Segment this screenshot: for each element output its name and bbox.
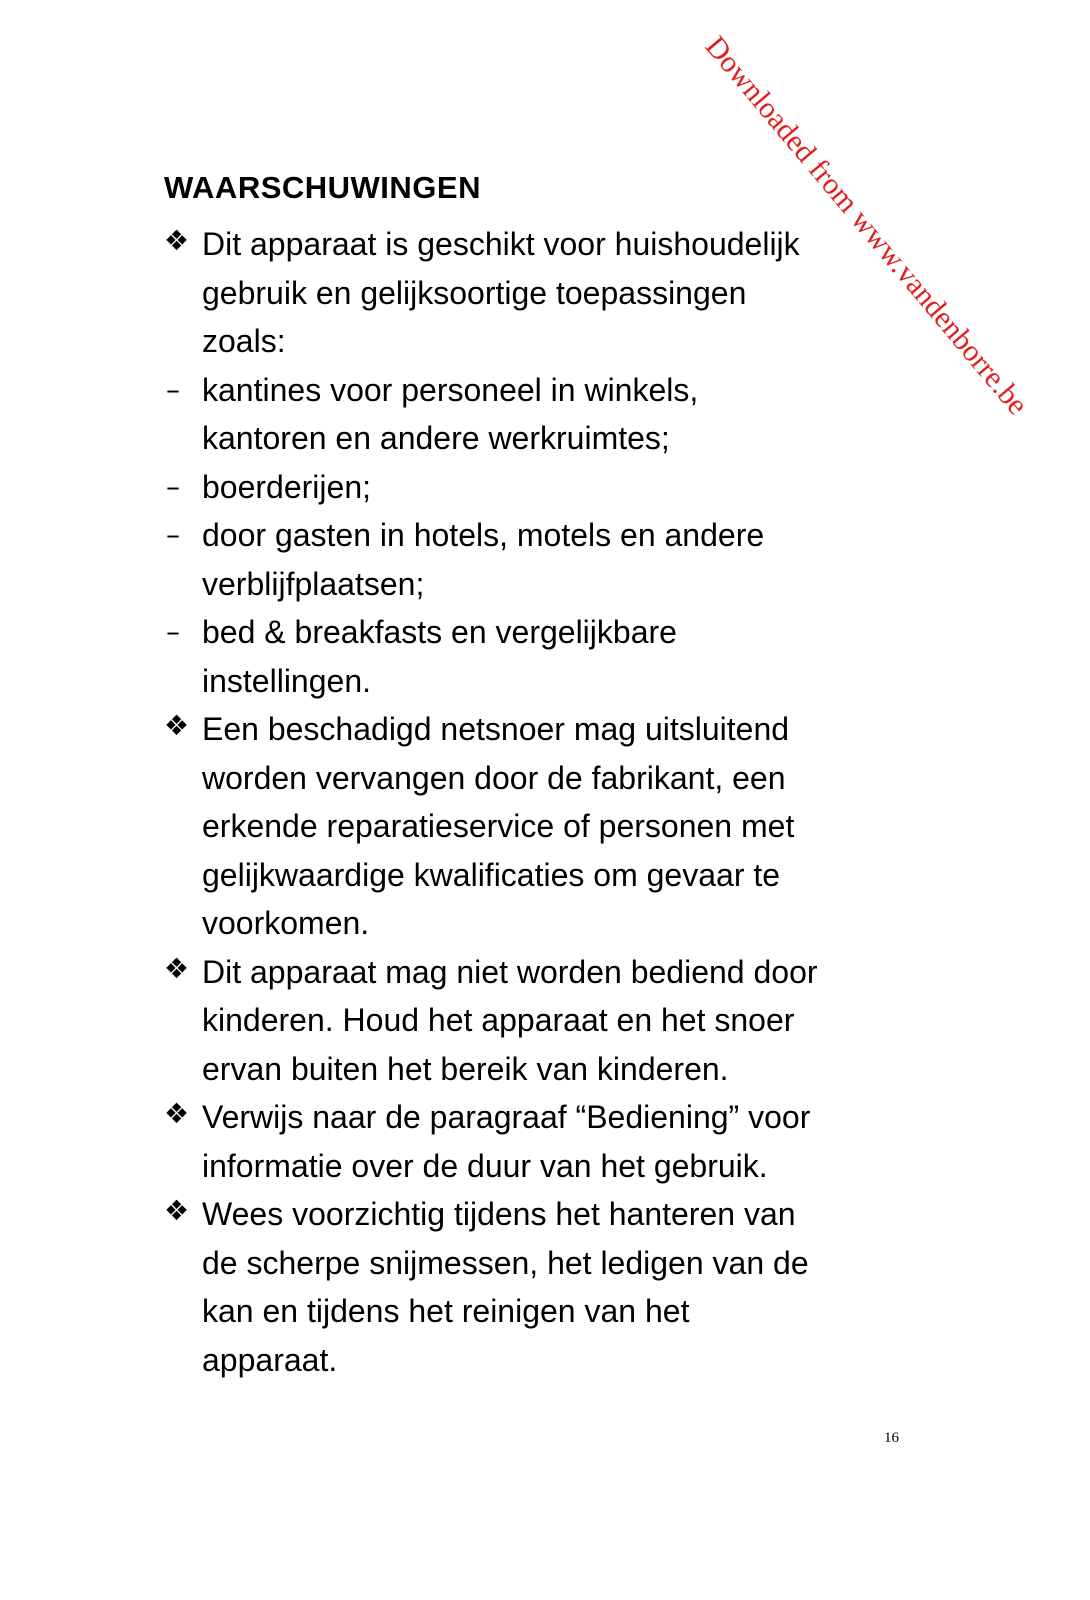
dash-bullet-icon: – [166, 615, 180, 648]
text-line: de scherpe snijmessen, het ledigen van de [202, 1244, 809, 1281]
text-line: kantoren en andere werkruimtes; [202, 420, 670, 456]
list-item [164, 1190, 924, 1384]
diamond-bullet-icon: ❖ [164, 1194, 190, 1227]
text-line: erkende reparatieservice of personen met [202, 808, 795, 844]
diamond-bullet-icon: ❖ [164, 1097, 190, 1130]
diamond-bullet-icon: ❖ [164, 951, 190, 985]
text-line: apparaat. [202, 1341, 338, 1378]
list-item [164, 1093, 924, 1190]
dash-bullet-icon: – [166, 518, 180, 551]
list-item [164, 608, 924, 705]
text-line: ervan buiten het bereik van kinderen. [202, 1050, 729, 1087]
text-line: verblijfplaatsen; [202, 565, 425, 602]
list-item [164, 366, 924, 463]
text-line: instellingen. [202, 662, 371, 699]
text-line: Dit apparaat is geschikt voor huishoudelijk [202, 226, 800, 262]
text-line: door gasten in hotels, motels en andere [202, 517, 765, 553]
text-line: voorkomen. [202, 905, 370, 941]
text-line: zoals: [202, 323, 286, 359]
text-line: bed & breakfasts en vergelijkbare [202, 614, 677, 650]
text-line: kan en tijdens het reinigen van het [202, 1293, 690, 1329]
diamond-bullet-icon: ❖ [164, 224, 190, 257]
text-line: Verwijs naar de paragraaf “Bediening” voor [202, 1099, 811, 1135]
list-item [164, 463, 924, 512]
warning-list [164, 220, 924, 1384]
diamond-bullet-icon: ❖ [164, 709, 190, 742]
text-line: kantines voor personeel in winkels, [202, 371, 699, 408]
text-line: worden vervangen door de fabrikant, een [202, 759, 786, 796]
text-line: gelijkwaardige kwalificaties om gevaar te [202, 856, 781, 893]
dash-bullet-icon: – [166, 372, 180, 406]
text-line: gebruik en gelijksoortige toepassingen [202, 274, 747, 311]
list-item [164, 220, 924, 366]
text-line: kinderen. Houd het apparaat en het snoer [202, 1002, 795, 1038]
text-line: boerderijen; [202, 468, 371, 505]
text-line: Een beschadigd netsnoer mag uitsluitend [202, 711, 790, 747]
watermark: Downloaded from www.vandenborre.be [698, 30, 1035, 422]
text-line: Dit apparaat mag niet worden bediend door [202, 953, 818, 990]
page-number: 16 [884, 1430, 899, 1446]
dash-bullet-icon: – [166, 469, 180, 503]
list-item [164, 511, 924, 608]
section-heading: WAARSCHUWINGEN [164, 170, 481, 205]
list-item [164, 705, 924, 948]
text-line: Wees voorzichtig tijdens het hanteren van [202, 1196, 796, 1232]
list-item [164, 948, 924, 1094]
text-line: informatie over de duur van het gebruik. [202, 1147, 768, 1184]
